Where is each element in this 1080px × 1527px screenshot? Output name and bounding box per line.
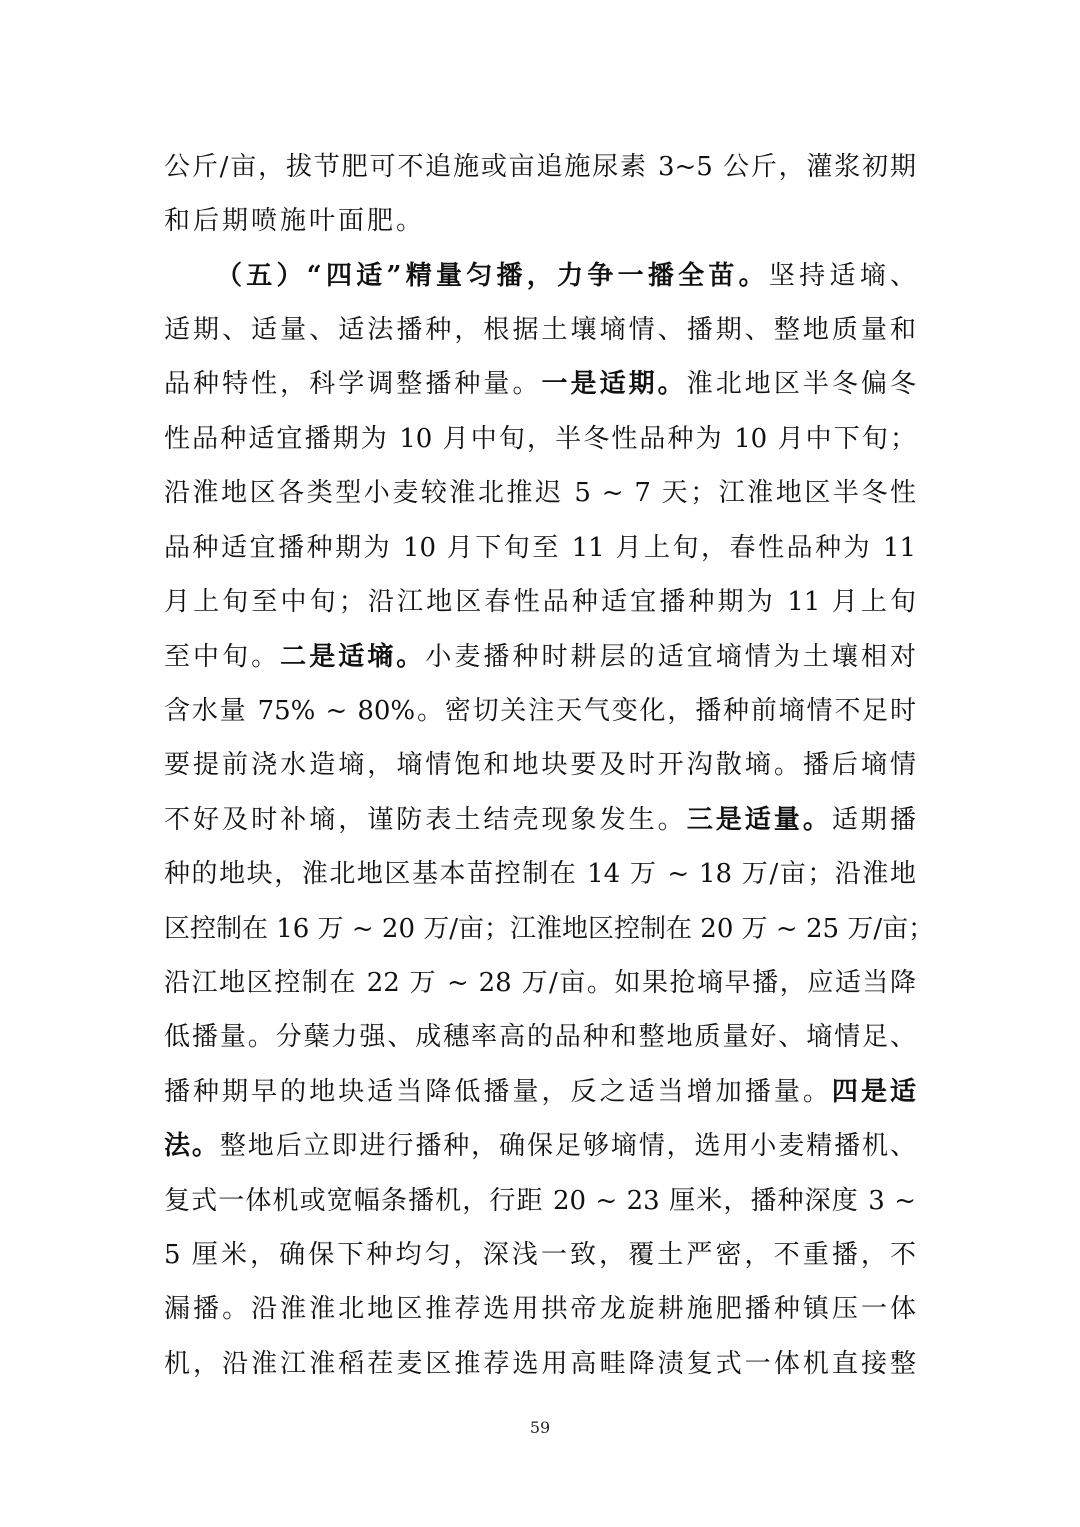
body-line-7: 沿淮地区各类型小麦较淮北推迟 5 ~ 7 天；江淮地区半冬性	[164, 478, 916, 508]
body-line-2: 和后期喷施叶面肥。	[164, 206, 426, 236]
body-line-10: 至中旬。二是适墒。小麦播种时耕层的适宜墒情为土壤相对	[164, 642, 916, 672]
body-line-18: 播种期早的地块适当降低播量，反之适当增加播量。四是适	[164, 1077, 916, 1107]
point-two-label: 二是适墒。	[280, 642, 426, 672]
point-one-label: 一是适期。	[541, 369, 687, 399]
body-line-8: 品种适宜播种期为 10 月下旬至 11 月上旬，春性品种为 11	[164, 533, 916, 563]
body-line-22: 漏播。沿淮淮北地区推荐选用拱帝龙旋耕施肥播种镇压一体	[164, 1294, 916, 1324]
point-four-label-start: 四是适	[831, 1077, 916, 1107]
body-line-11: 含水量 75% ~ 80%。密切关注天气变化，播种前墒情不足时	[164, 696, 916, 726]
body-line-14: 种的地块，淮北地区基本苗控制在 14 万 ~ 18 万/亩；沿淮地	[164, 859, 916, 889]
body-line-17: 低播量。分蘖力强、成穗率高的品种和整地质量好、墒情足、	[164, 1022, 916, 1052]
body-line-15: 区控制在 16 万 ~ 20 万/亩；江淮地区控制在 20 万 ~ 25 万/亩；	[164, 914, 935, 944]
page-number: 59	[529, 1418, 551, 1437]
body-line-20: 复式一体机或宽幅条播机，行距 20 ~ 23 厘米，播种深度 3 ~	[164, 1186, 916, 1216]
body-line-12: 要提前浇水造墒，墒情饱和地块要及时开沟散墒。播后墒情	[164, 750, 916, 780]
body-line-5: 品种特性，科学调整播种量。一是适期。淮北地区半冬偏冬	[164, 369, 916, 399]
body-line-16: 沿江地区控制在 22 万 ~ 28 万/亩。如果抢墒早播，应适当降	[164, 968, 916, 998]
point-three-label: 三是适量。	[686, 805, 832, 835]
body-line-4: 适期、适量、适法播种，根据土壤墒情、播期、整地质量和	[164, 315, 916, 345]
section-heading-line: （五）“四适”精量匀播，力争一播全苗。坚持适墒、	[216, 261, 916, 291]
body-line-21: 5 厘米，确保下种均匀，深浅一致，覆土严密，不重播，不	[164, 1240, 916, 1270]
section-heading: （五）“四适”精量匀播，力争一播全苗。	[216, 261, 769, 291]
body-line-6: 性品种适宜播期为 10 月中旬，半冬性品种为 10 月中下旬；	[164, 424, 916, 454]
body-line-9: 月上旬至中旬；沿江地区春性品种适宜播种期为 11 月上旬	[164, 587, 916, 617]
body-line-13: 不好及时补墒，谨防表土结壳现象发生。三是适量。适期播	[164, 805, 916, 835]
body-line-23: 机，沿淮江淮稻茬麦区推荐选用高畦降渍复式一体机直接整	[164, 1349, 916, 1379]
body-line-19: 法。整地后立即进行播种，确保足够墒情，选用小麦精播机、	[164, 1131, 916, 1161]
body-line-1: 公斤/亩，拔节肥可不追施或亩追施尿素 3~5 公斤，灌浆初期	[164, 152, 916, 182]
point-four-label-end: 法。	[164, 1131, 220, 1161]
